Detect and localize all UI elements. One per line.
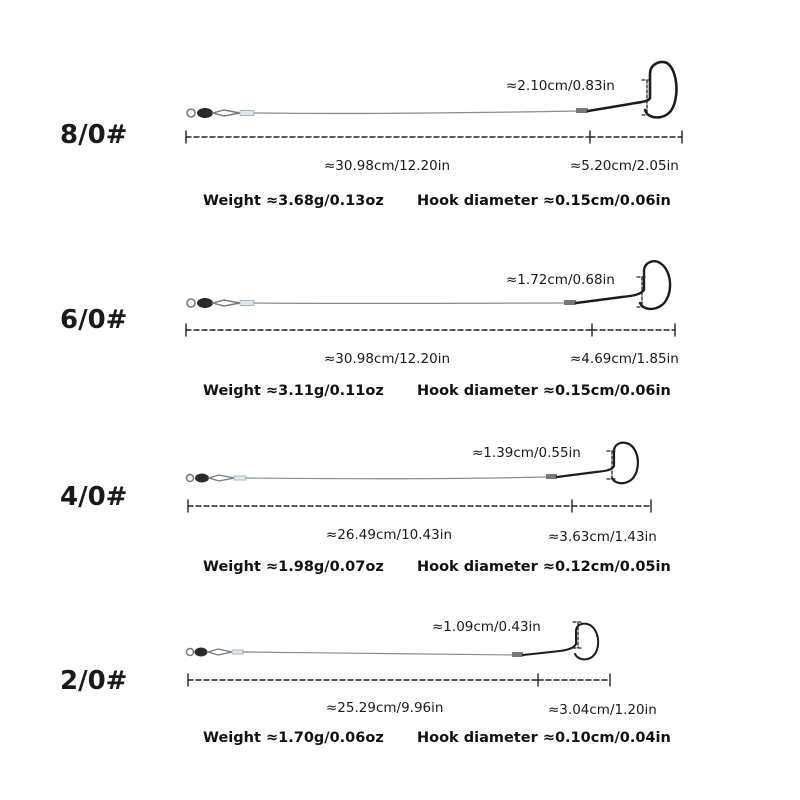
leader-length-measurement: ≈25.29cm/9.96in [326,700,444,716]
weight-value: ≈1.70g/0.06oz [265,730,384,746]
leader-length-measurement: ≈26.49cm/10.43in [326,527,453,543]
hook-size-label: 4/0# [60,482,128,512]
hook-diameter-value: ≈0.10cm/0.04in [542,730,671,746]
rig-8-0 [186,62,682,143]
rig-4-0 [187,443,652,512]
weight-label: Weight [203,383,261,399]
rig-6-0 [186,261,675,336]
crimp-sleeve [576,108,588,113]
crimp-sleeve [546,474,557,479]
hook-length-measurement: ≈3.04cm/1.20in [548,702,657,718]
hook-gap-measurement: ≈1.39cm/0.55in [472,445,581,461]
leader-length-measurement: ≈30.98cm/12.20in [324,351,451,367]
hook-gap-dimension [607,451,617,479]
hook-gap-measurement: ≈1.72cm/0.68in [506,272,615,288]
leader-length-measurement: ≈30.98cm/12.20in [324,158,451,174]
hook-diameter-label: Hook diameter [417,383,538,399]
swivel-icon [187,474,247,483]
hook-gap-measurement: ≈2.10cm/0.83in [506,78,615,94]
hook-icon [588,62,676,117]
weight-value: ≈1.98g/0.07oz [265,559,384,575]
swivel-icon [187,108,254,118]
hook-length-measurement: ≈5.20cm/2.05in [570,158,679,174]
hook-diameter-value: ≈0.12cm/0.05in [542,559,671,575]
hook-icon [523,624,598,660]
hook-length-measurement: ≈4.69cm/1.85in [570,351,679,367]
hook-gap-measurement: ≈1.09cm/0.43in [432,619,541,635]
rig-2-0 [187,622,611,686]
crimp-sleeve [564,300,576,305]
hook-diameter-label: Hook diameter [417,730,538,746]
weight-label: Weight [203,730,261,746]
hook-icon [576,261,670,309]
weight-label: Weight [203,193,261,209]
hook-gap-dimension [637,277,647,307]
weight-value: ≈3.11g/0.11oz [265,383,384,399]
leader-wire [243,652,514,655]
weight-value: ≈3.68g/0.13oz [265,193,384,209]
hook-size-label: 6/0# [60,305,128,335]
hook-size-label: 2/0# [60,666,128,696]
hook-length-measurement: ≈3.63cm/1.43in [548,529,657,545]
crimp-sleeve [512,652,523,657]
hook-icon [557,443,638,484]
hook-diameter-label: Hook diameter [417,559,538,575]
weight-label: Weight [203,559,261,575]
hook-diameter-label: Hook diameter [417,193,538,209]
swivel-icon [187,298,254,308]
leader-wire [246,477,548,479]
hook-diameter-value: ≈0.15cm/0.06in [542,193,671,209]
hook-diameter-value: ≈0.15cm/0.06in [542,383,671,399]
swivel-icon [187,648,244,657]
leader-wire [254,111,578,113]
hook-size-label: 8/0# [60,120,128,150]
